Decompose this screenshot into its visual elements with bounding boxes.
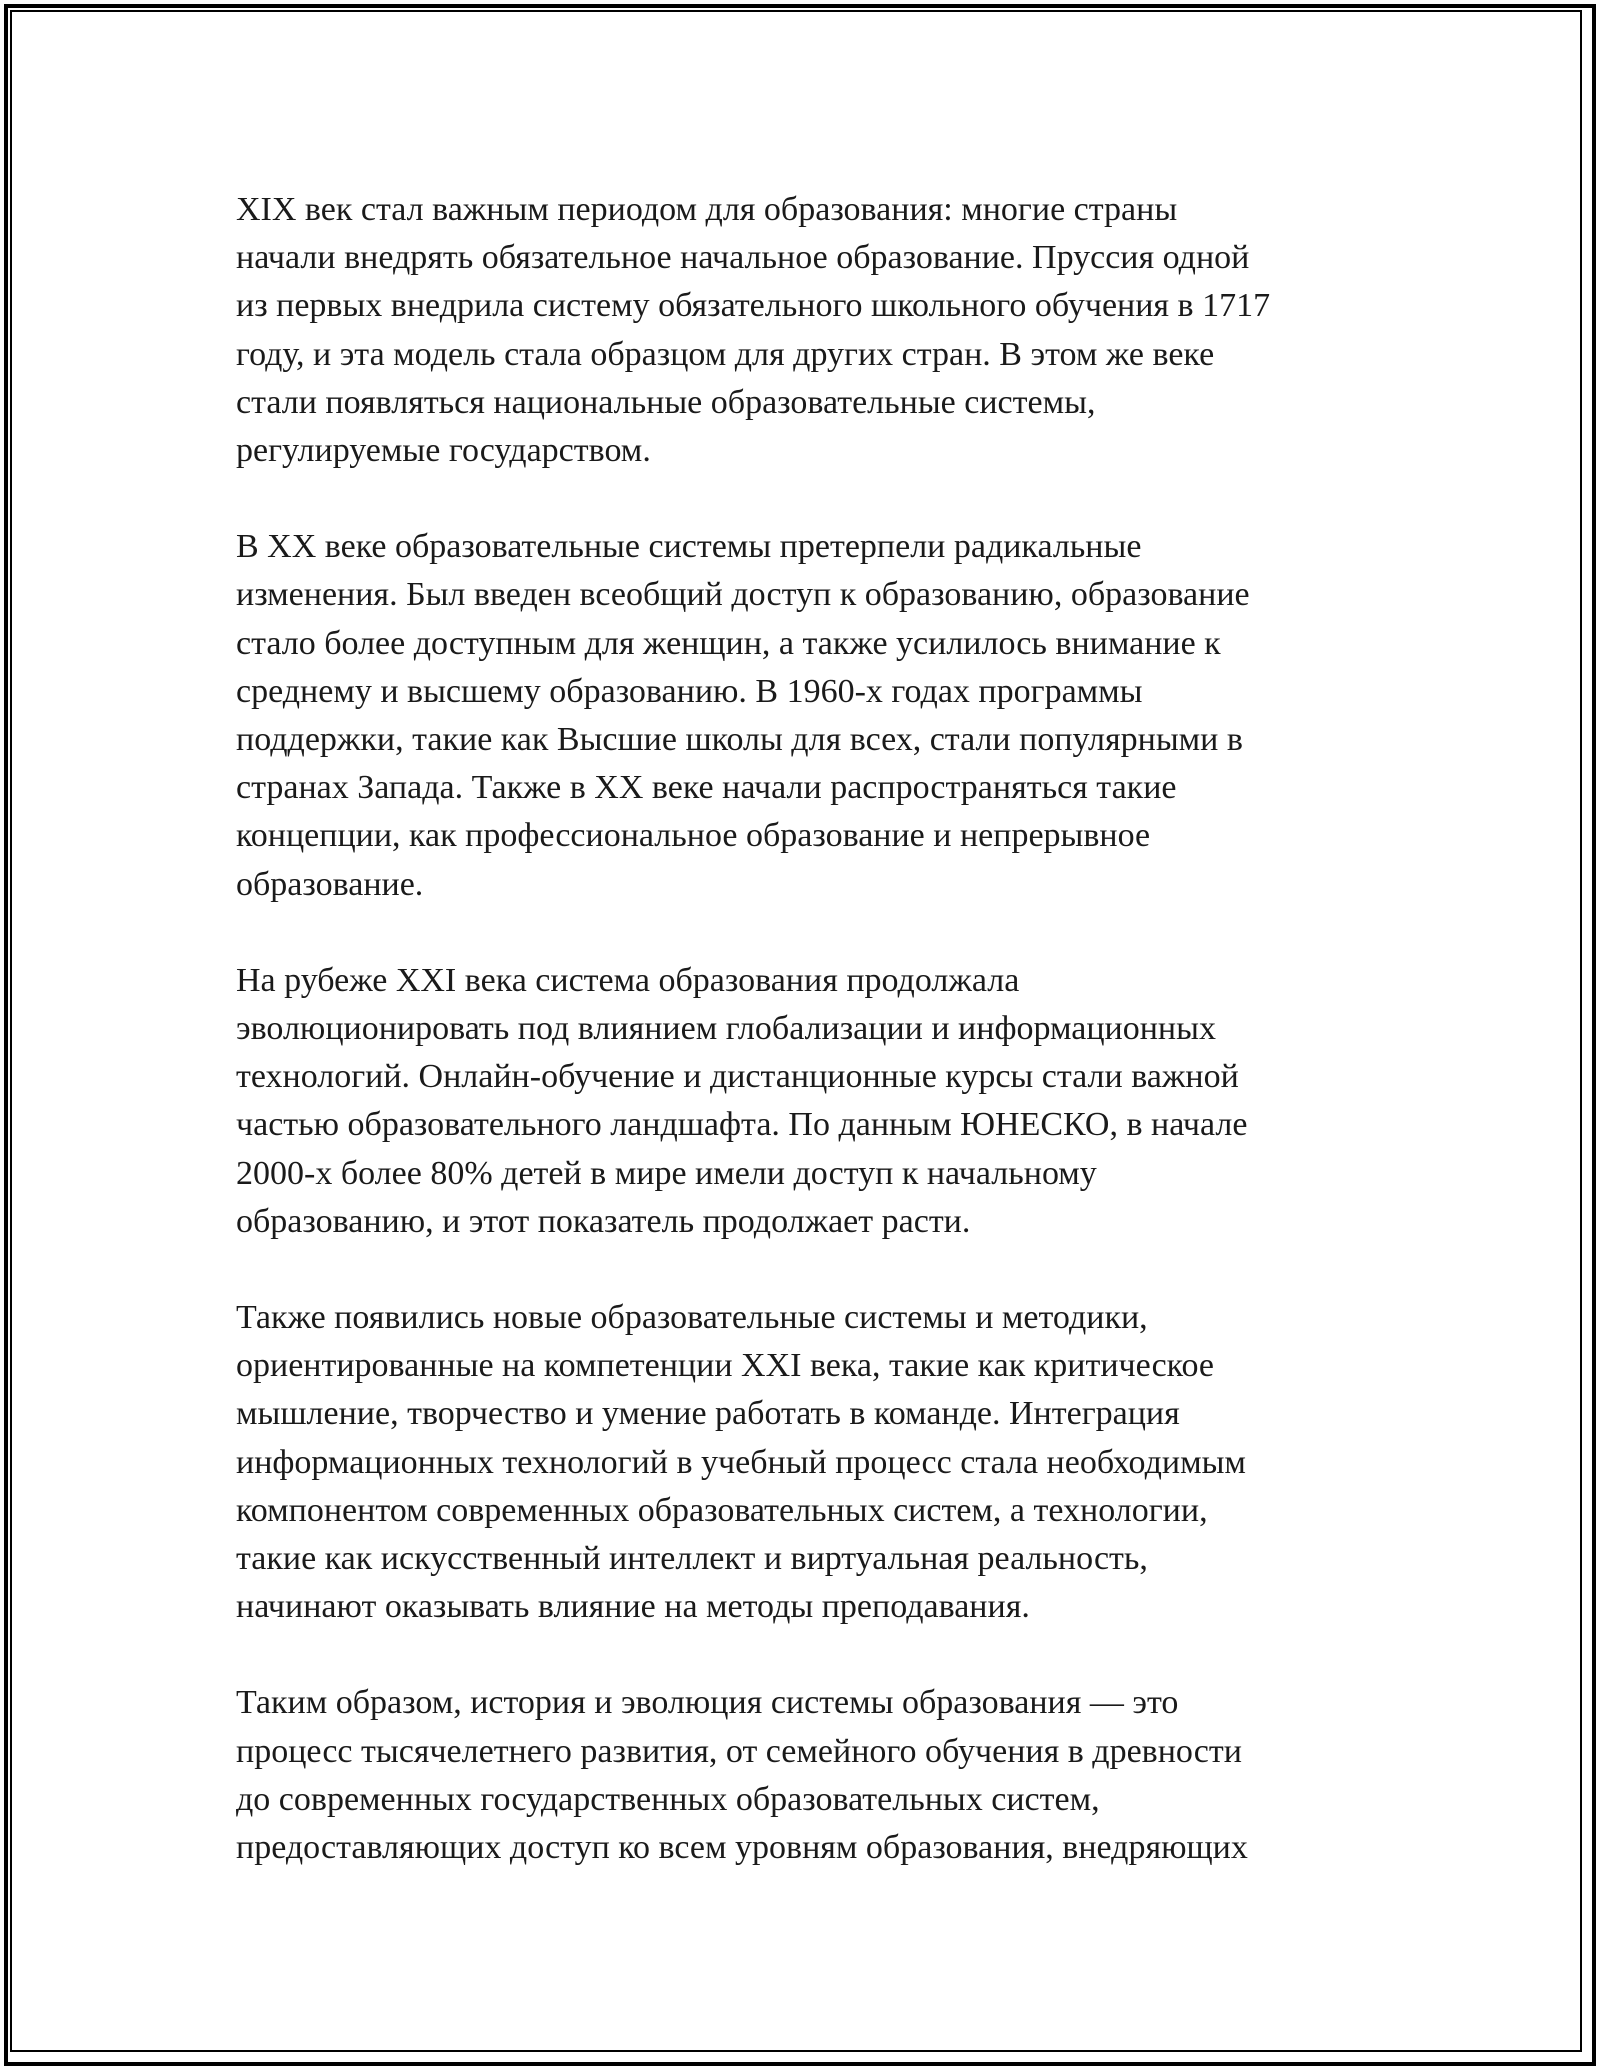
text-line: среднему и высшему образованию. В 1960-х годах программы <box>236 672 1143 710</box>
text-line: образованию, и этот показатель продолжает расти. <box>236 1202 971 1240</box>
text-line: изменения. Был введен всеобщий доступ к образованию, образование <box>236 576 1250 614</box>
text-line: процесс тысячелетнего развития, от семейного обучения в древности <box>236 1732 1242 1770</box>
text-line: информационных технологий в учебный процесс стала необходимым <box>236 1443 1246 1481</box>
paragraph-new-methods <box>236 1294 1376 1631</box>
text-line: регулируемые государством. <box>236 432 651 470</box>
text-line: такие как искусственный интеллект и виртуальная реальность, <box>236 1540 1148 1578</box>
text-line: XIX век стал важным периодом для образования: многие страны <box>236 191 1178 228</box>
text-line: ориентированные на компетенции XXI века, такие как критическое <box>236 1347 1214 1385</box>
text-line: стали появляться национальные образовательные системы, <box>236 383 1096 421</box>
text-line: начинают оказывать влияние на методы преподавания. <box>236 1588 1030 1626</box>
text-line: частью образовательного ландшафта. По данным ЮНЕСКО, в начале <box>236 1106 1248 1144</box>
text-line: На рубеже XXI века система образования продолжала <box>236 961 1020 999</box>
paragraph-conclusion <box>236 1679 1376 1872</box>
text-line: эволюционировать под влиянием глобализации и информационных <box>236 1010 1216 1048</box>
text-line: странах Запада. Также в XX веке начали распространяться такие <box>236 769 1177 807</box>
paragraph-xix-century <box>236 186 1376 475</box>
text-line: из первых внедрила систему обязательного школьного обучения в 1717 <box>236 287 1271 325</box>
text-line: Также появились новые образовательные системы и методики, <box>236 1299 1148 1337</box>
text-line: начали внедрять обязательное начальное образование. Пруссия одной <box>236 239 1250 277</box>
text-line: технологий. Онлайн-обучение и дистанционные курсы стали важной <box>236 1058 1239 1096</box>
text-line: поддержки, такие как Высшие школы для всех, стали популярными в <box>236 721 1243 759</box>
text-line: мышление, творчество и умение работать в команде. Интеграция <box>236 1395 1180 1433</box>
text-line: концепции, как профессиональное образование и непрерывное <box>236 817 1151 855</box>
text-line: образование. <box>236 865 424 903</box>
text-line: до современных государственных образовательных систем, <box>236 1780 1100 1818</box>
text-line: В XX веке образовательные системы претерпели радикальные <box>236 528 1142 566</box>
text-line: стало более доступным для женщин, а также усилилось внимание к <box>236 624 1221 662</box>
text-line: Таким образом, история и эволюция системы образования — это <box>236 1684 1179 1722</box>
paragraph-xxi-century <box>236 957 1376 1246</box>
text-line: компонентом современных образовательных систем, а технологии, <box>236 1491 1208 1529</box>
text-line: 2000-х более 80% детей в мире имели доступ к начальному <box>236 1154 1097 1192</box>
document-body <box>236 186 1376 1920</box>
paragraph-xx-century <box>236 523 1376 909</box>
text-line: году, и эта модель стала образцом для других стран. В этом же веке <box>236 335 1215 373</box>
text-line: предоставляющих доступ ко всем уровням образования, внедряющих <box>236 1829 1248 1867</box>
